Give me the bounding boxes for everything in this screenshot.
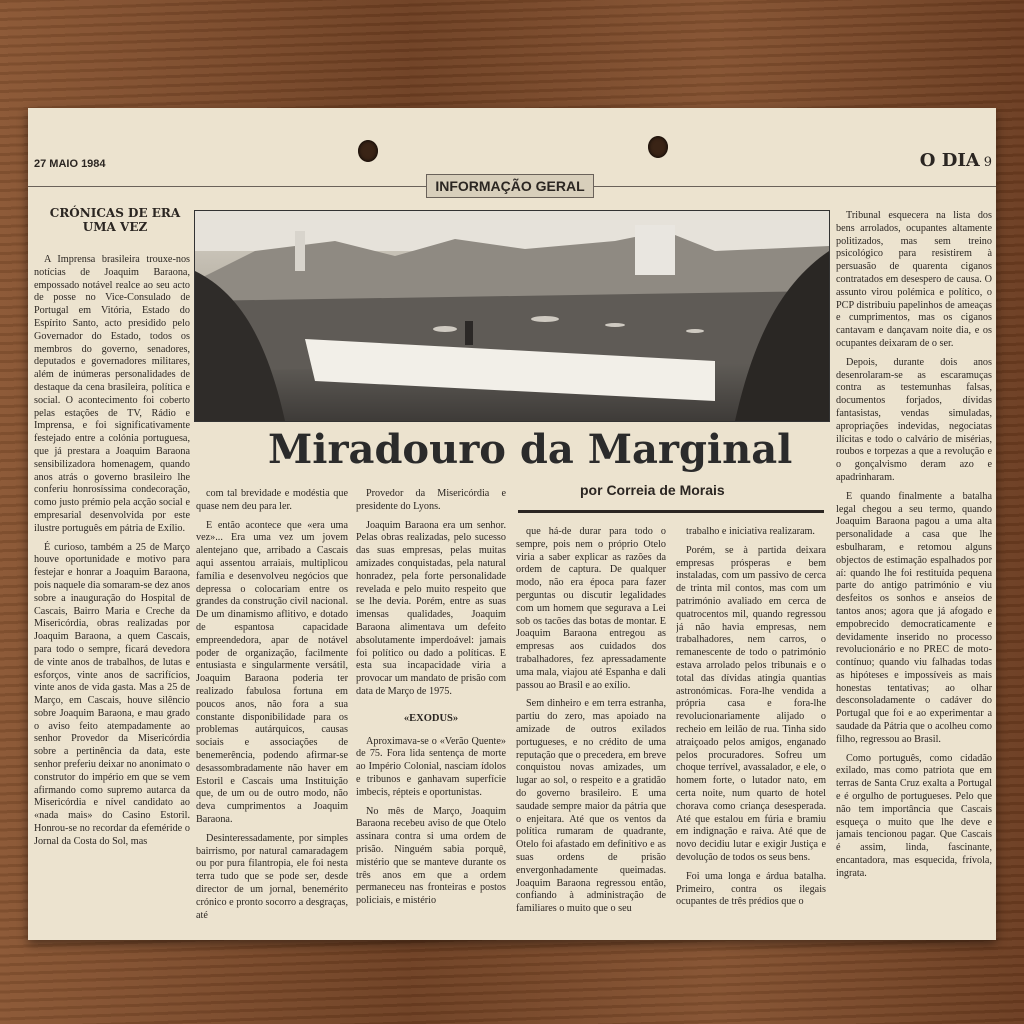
paragraph: É curioso, também a 25 de Março houve oportunidade e motivo para festejar e honrar a Joaquim Baraona, pois naquele dia somaram-se dez anos sobre a inauguração do Hospital de Cascais, Bairro Maria e Creche da Misericórdia, obras realizadas por Joaquim Baraona, a quem Cascais, para todo o sempre, ficará devedora de vinte anos de trabalhos, de lutas e esforços, vinte anos de sacrifícios, vinte anos de vida gasta. Mas a 25 de Março, em Cascais, houve silêncio sobre Joaquim Baraona, e mau grado o aviso feito atempadamente ao senhor Provedor da Misericórdia sobre a pertinência da data, este senhor preferiu deixar no anonimato o construtor do império em que se vem afirmando como supremo autarca da Misericórdia e nível candidato ao «nada mais» do Casino Estoril. Honrou-se no recordar da efeméride o Jornal da Costa do Sol, mas <box>34 541 190 847</box>
paragraph: Depois, durante dois anos desenrolaram-se as escaramuças contra as testemunhas falsas, documentos forjados, dívidas fantasistas, vendas simuladas, apropriações indevidas, negociatas ilícitas e todo o calvário de misérias, roubos e torpezas a que a revolução e o gonçalvismo deram azo e apadrinharam. <box>836 356 992 483</box>
article-headline: Miradouro da Marginal <box>268 426 793 473</box>
paragraph: Como português, como cidadão exilado, mas como patriota que em terras de Santa Cruz exalta a Portugal e é orgulho de portugueses. Pelo que não tem importância que Cascais esqueça o muito que lhe deve e jamais tencionou pagar. Que Cascais é assim, linda, fascinante, encantadora, mas esquecida, frívola, ingrata. <box>836 752 992 879</box>
paragraph: E quando finalmente a batalha legal chegou a seu termo, quando Joaquim Baraona pagou a uma alta personalidade a casa que lhe esbulharam, e retomou alguns objectos de estimação espalhados por aí: quando lhe foi restituída pequena parte do antigo património e viu desfeitos os sonhos e anseios de tantos anos; agora que já afogado e empobrecido democraticamente e devidamente inserido no processo revolucionário e no PREC de moto-contínuo; quando viu falhadas todas as hipóteses e impossíveis as mais honestas tentativas; ao olhar desconsoladamente o cadáver do Portugal que foi e ao experimentar a saudade da Pátria que o acolheu como filho, regressou ao Brasil. <box>836 490 992 745</box>
paragraph: No mês de Março, Joaquim Baraona recebeu aviso de que Otelo assinara contra si uma ordem de prisão. Ninguém sabia porquê, mistério que se manteve durante os três anos em que a ordem permaneceu nas fronteiras e postos policiais, e mistério <box>356 805 506 907</box>
text-column-1 <box>34 254 190 938</box>
paper-name: O DIA <box>919 150 980 171</box>
newspaper-clipping <box>28 108 996 940</box>
text-column-4 <box>516 526 666 938</box>
paragraph: A Imprensa brasileira trouxe-nos notícias de Joaquim Baraona, empossado notável realce ao seu acto de posse no Vice-Consulado de Portugal em Vitória, Estado do Espírito Santo, acto presidido pelo Governador do Estado, todos os membros do governo, senadores, deputados e governadores militares, além de inúmeras personalidades de destaque da cena brasileira, política e social. O acontecimento foi coberto pelas estações de TV, Rádio e Imprensa, e foi significativamente festejado entre a colónia portuguesa, que já prestara a Joaquim Baraona sensibilizadora homenagem, quando anos atrás o governo brasileiro lhe conferiu honrosíssima condecoração, como justo prémio pela acção social e empresarial desenvolvida por este ilustre português em pátria de Exílio. <box>34 254 190 534</box>
newspaper-masthead <box>920 150 992 171</box>
text-column-2 <box>196 488 348 938</box>
bay-photo-illustration <box>195 211 829 421</box>
column-kicker: CRÓNICAS DE ERA UMA VEZ <box>49 206 181 234</box>
paragraph: Joaquim Baraona era um senhor. Pelas obras realizadas, pelo sucesso das suas empresas, pelas muitas amizades conquistadas, pela natural honradez, pela forte personalidade revelada e pelo muito respeito que se lhe devia. Porém, entre as suas imensas qualidades, Joaquim Baraona alimentava um defeito absolutamente imperdoável: jamais foi político ou dado a políticas. E esta sua incapacidade viria a provocar um mandato de prisão com data de Março de 1975. <box>356 519 506 697</box>
issue-date: 27 MAIO 1984 <box>34 158 106 170</box>
paragraph: Desinteressadamente, por simples bairrismo, por natural camaradagem ou por pura filantropia, ele foi nesta terra tudo que se pode ser, desde director de um jornal, benemérito crónico e pronto socorro a desgraças, até <box>196 832 348 921</box>
paragraph: com tal brevidade e modéstia que quase nem deu para ler. <box>196 488 348 512</box>
paragraph: Provedor da Misericórdia e presidente do Lyons. <box>356 488 506 512</box>
paragraph: Sem dinheiro e em terra estranha, partiu do zero, mas apoiado na amizade de outros exilados portugueses, e no crédito de uma reputação que o precedera, em breve conquistou novas amizades, um lugar ao sol, o respeito e a gratidão do governo brasileiro. E uma saudade sempre maior da pátria que o enjeitara. Até que os ventos da política rumaram de quadrante, Otelo foi afastado em definitivo e as suas ordens de prisão envergonhadamente queimadas. Joaquim Baraona regressou então, confiando à administração de familiares o muito que o seu <box>516 698 666 915</box>
paragraph: trabalho e iniciativa realizaram. <box>686 526 815 537</box>
article-byline: por Correia de Morais <box>580 482 725 498</box>
paragraph: E então acontece que «era uma vez»... Era uma vez um jovem alentejano que, arribado a Cascais aqui assentou arraiais, multiplicou família e desenvolveu negócios que depressa o colocariam entre os grandes da construção civil nacional. De um dinamismo aflitivo, e dotado de espantosa capacidade empreendedora, apar de notável poder de organização, facilmente entusiasta e singularmente versátil, Joaquim Baraona poderia ter realizado fabulosa fortuna em poucos anos, não fora a sua constante disponibilidade para os problemas autárquicos, causas sociais e associações de benemerência, podendo afirmar-se desassombradamente não haver em Estoril e Cascais uma Instituição que, de um ou de outro modo, não deva cumprimentos a Joaquim Baraona. <box>196 519 348 825</box>
byline-rule <box>518 510 824 513</box>
paragraph: Aproximava-se o «Verão Quente» de 75. Fora lida sentença de morte ao Império Colonial, nasciam ídolos e tribunos e ganhavam superfície imbecis, répteis e oportunistas. <box>356 735 506 798</box>
paragraph: que há-de durar para todo o sempre, pois nem o próprio Otelo viria a saber explicar as razões da ordem de captura. De qualquer modo, não era época para fazer perguntas ou discutir legalidades com um homem que segurava a Lei sob os tacões das botas de montar. E Joaquim Baraona entregou as empresas aos cuidados dos trabalhadores, fez apressadamente uma mala, viajou até Espanha e dali passou ao Brasil e ao exílio. <box>516 526 666 691</box>
paragraph: Tribunal esquecera na lista dos bens arrolados, ocupantes altamente politizados, mas sem treino psicológico para resistirem à persuasão de quarenta ciganos contratados em desespero de causa. O assunto virou polémica e político, o PCP distribuiu papelinhos de ameaças e cumprimentos, mas os ciganos cantavam e dançavam noite dia, e os ocupantes deixaram de o ser. <box>836 210 992 349</box>
text-column-6 <box>836 210 992 938</box>
subheading: «EXODUS» <box>403 712 459 724</box>
text-column-3 <box>356 488 506 938</box>
text-column-5 <box>676 526 826 938</box>
section-label: INFORMAÇÃO GERAL <box>426 174 594 198</box>
paragraph: Porém, se à partida deixara empresas prósperas e bem instaladas, com um passivo de cerca de trinta mil contos, mas com um património avaliado em cerca de quatrocentos mil, quando regressou já não havia empresas, nem trabalhadores, nem carros, o remanescente de todo o património estava arrolado pelos tribunais e o total das dívidas atingia quantias astronómicas. Fora-lhe vendida a própria casa e fora-lhe revolucionariamente alijado o recheio em leilão de rua. Tinha sido atraiçoado pelos amigos, enganado pelos procuradores. Sofreu um choque terrível, avassalador, e ele, o homem forte, o lutador nato, em certa noite, num quarto de hotel chorava como criança desesperada. Até que estalou em fúria e bramiu em indignação e raiva. Até que de novo decidiu lutar e exigir Justiça e devolução de todos os seus bens. <box>676 544 826 863</box>
punch-hole <box>648 136 668 158</box>
paragraph: Foi uma longa e árdua batalha. Primeiro, contra os ilegais ocupantes de três prédios que o <box>676 870 826 908</box>
punch-hole <box>358 140 378 162</box>
article-photo <box>194 210 830 422</box>
page-number: 9 <box>983 155 992 170</box>
